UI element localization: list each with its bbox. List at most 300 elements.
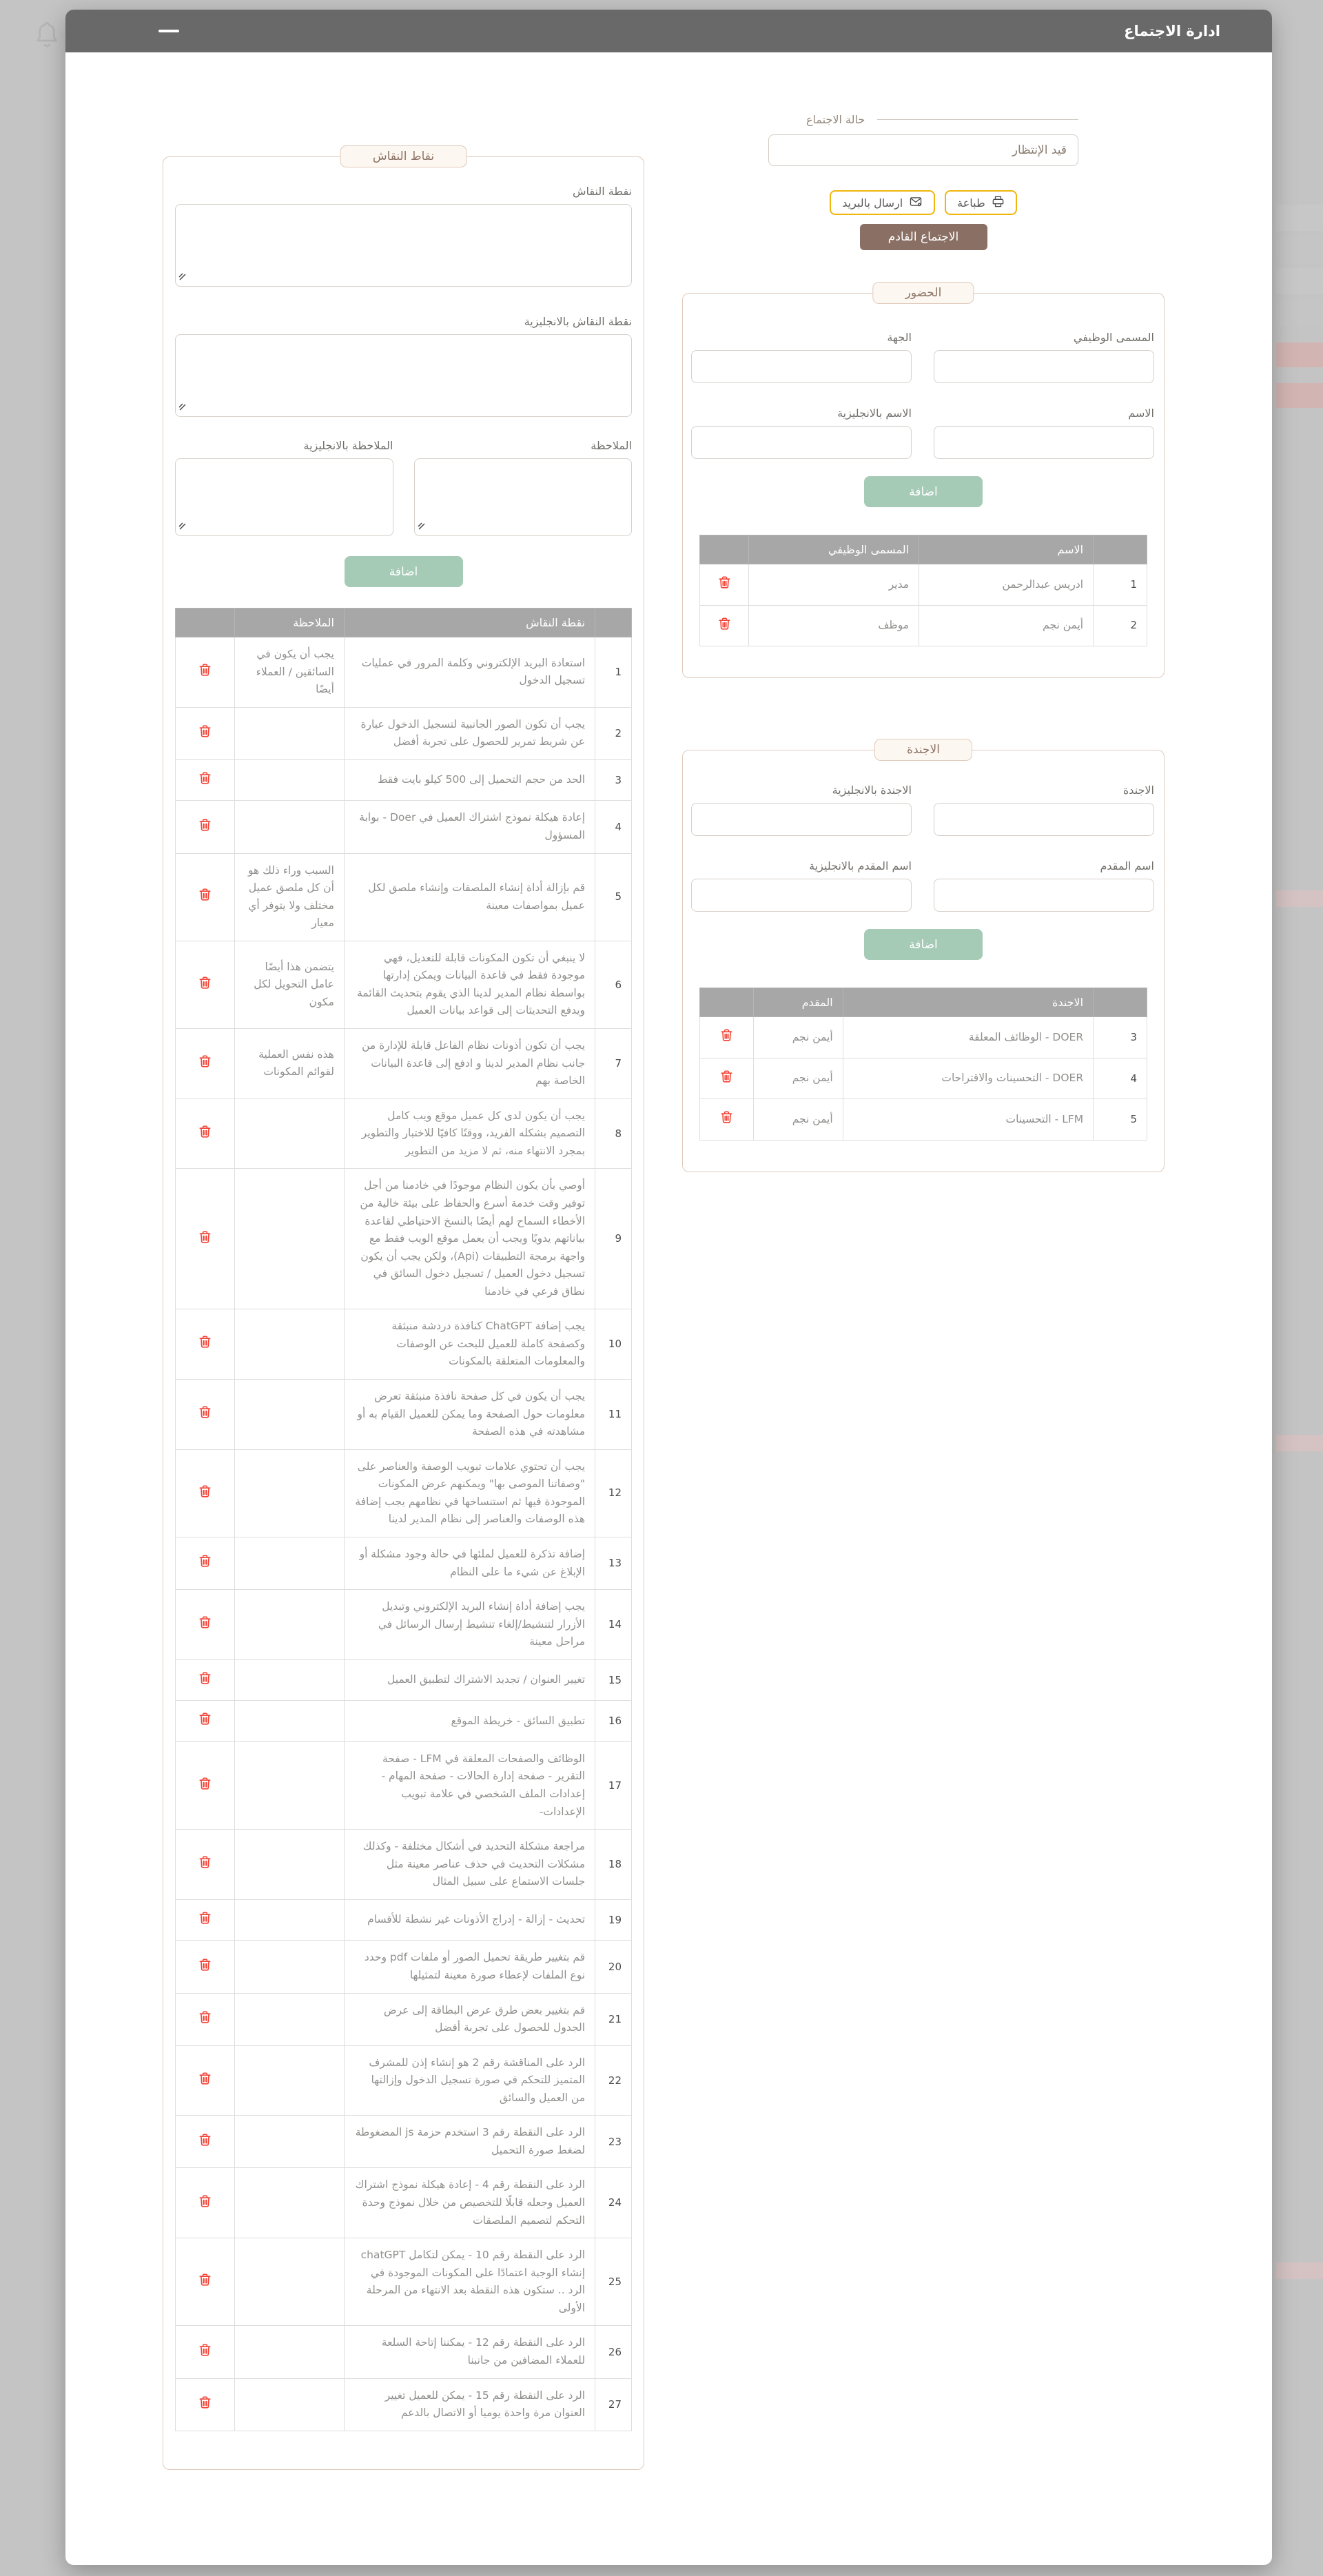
trash-icon bbox=[197, 1775, 213, 1792]
delete-row-button[interactable] bbox=[196, 1332, 214, 1351]
row-index-cell: 8 bbox=[595, 1098, 632, 1169]
delete-row-button[interactable] bbox=[196, 2130, 214, 2149]
background-row-remnant bbox=[1276, 236, 1323, 263]
delete-row-button[interactable] bbox=[196, 1402, 214, 1422]
entity-label: الجهة bbox=[887, 331, 912, 344]
delete-row-button[interactable] bbox=[196, 1955, 214, 1974]
discussion-table-header bbox=[176, 609, 632, 637]
row-note-cell: هذه نفس العملية لقوائم المكونات bbox=[235, 1029, 345, 1099]
row-point-cell: لا ينبغي أن تكون المكونات قابلة للتعديل، فهي موجودة فقط في قاعدة البيانات ويمكن إدارتها بواسطة نظام المدير لدينا الذي يقوم بتحديث القائمة ويدفع التحديثات إلى قواعد بيانات العميل bbox=[344, 941, 595, 1028]
row-presenter-cell: أيمن نجم bbox=[753, 1058, 843, 1099]
status-label: حالة الاجتماع bbox=[806, 113, 865, 126]
row-point-cell: قم بتغيير طريقة تحميل الصور أو ملفات pdf وحدد نوع الملفات لإعطاء صورة معينة لتمثيلها bbox=[344, 1941, 595, 1993]
row-note-cell bbox=[235, 2326, 345, 2378]
presenter-name-en-field bbox=[691, 859, 912, 912]
delete-row-button[interactable] bbox=[196, 885, 214, 904]
row-index-cell: 25 bbox=[595, 2238, 632, 2326]
agenda-input[interactable] bbox=[934, 803, 1154, 836]
trash-icon bbox=[197, 2132, 213, 2148]
background-row-remnant bbox=[1276, 205, 1323, 231]
attendance-section-title: الحضور bbox=[873, 282, 974, 304]
row-index-cell: 17 bbox=[595, 1741, 632, 1829]
row-index-cell: 23 bbox=[595, 2116, 632, 2168]
row-note-cell bbox=[235, 801, 345, 853]
row-index-cell: 18 bbox=[595, 1830, 632, 1900]
row-actions-cell bbox=[700, 1058, 754, 1099]
trash-icon bbox=[197, 886, 213, 903]
row-point-cell: استعادة البريد الإلكتروني وكلمة المرور في عمليات تسجيل الدخول bbox=[344, 637, 595, 708]
row-note-cell bbox=[235, 1380, 345, 1450]
attendance-section bbox=[682, 286, 1165, 678]
discussion-add-button[interactable]: اضافة bbox=[345, 556, 463, 587]
trash-icon bbox=[719, 1027, 735, 1043]
discussion-point-en-textarea[interactable] bbox=[175, 334, 632, 417]
table-row bbox=[176, 2326, 632, 2378]
row-actions-cell bbox=[176, 1659, 235, 1701]
row-index-cell: 12 bbox=[595, 1449, 632, 1537]
agenda-add-button[interactable]: اضافة bbox=[864, 929, 983, 960]
row-index-cell: 4 bbox=[595, 801, 632, 853]
table-row bbox=[176, 1941, 632, 1993]
table-row bbox=[176, 2378, 632, 2431]
row-actions-cell bbox=[176, 1830, 235, 1900]
table-row bbox=[700, 564, 1147, 606]
resize-grip-icon[interactable] bbox=[178, 520, 186, 533]
row-point-cell: قم بتغيير بعض طرق عرض البطاقة إلى عرض الجدول للحصول على تجربة أفضل bbox=[344, 1993, 595, 2045]
row-index-cell: 16 bbox=[595, 1701, 632, 1742]
delete-row-button[interactable] bbox=[196, 660, 214, 679]
trash-icon bbox=[197, 1553, 213, 1569]
meeting-status-input[interactable] bbox=[768, 134, 1078, 166]
discussion-point-field bbox=[175, 204, 632, 289]
trash-icon bbox=[197, 1053, 213, 1070]
delete-row-button[interactable] bbox=[717, 1025, 736, 1045]
row-point-cell: تطبيق السائق - خريطة الموقع bbox=[344, 1701, 595, 1742]
row-point-cell: أوصي بأن يكون النظام موجودًا في خادمنا من أجل توفير وقت خدمة أسرع والحفاظ على بيئة خالية من الأخطاء السماح لهم أيضًا بالنسخ الاحتياطي لقاعدة بياناتهم يدويًا ويجب أن يعمل موقع الويب فقط مع واجهة برمجة التطبيقات (Api)، ولكن يجب أن يكون تسجيل دخول العميل / تسجيل دخول السائق في نطاق فرعي في خادمنا bbox=[344, 1169, 595, 1309]
index-column-header bbox=[1094, 535, 1147, 564]
meeting-management-dialog bbox=[65, 10, 1272, 2565]
row-name-cell: ادريس عبدالرحمن bbox=[919, 564, 1094, 606]
delete-row-button[interactable] bbox=[715, 573, 734, 592]
row-note-cell bbox=[235, 1830, 345, 1900]
row-point-cell: تغيير العنوان / تجديد الاشتراك لتطبيق العميل bbox=[344, 1659, 595, 1701]
dialog-title: ادارة الاجتماع bbox=[1124, 23, 1220, 39]
agenda-en-input[interactable] bbox=[691, 803, 912, 836]
delete-row-button[interactable] bbox=[196, 1227, 214, 1247]
table-row bbox=[176, 1380, 632, 1450]
row-actions-cell bbox=[176, 1098, 235, 1169]
delete-row-button[interactable] bbox=[196, 1774, 214, 1793]
table-row bbox=[176, 759, 632, 801]
entity-field bbox=[691, 331, 912, 383]
row-actions-cell bbox=[176, 1941, 235, 1993]
row-actions-cell bbox=[176, 1380, 235, 1450]
table-row bbox=[176, 2116, 632, 2168]
row-actions-cell bbox=[176, 853, 235, 941]
send-email-button[interactable] bbox=[830, 190, 935, 215]
row-actions-cell bbox=[176, 941, 235, 1028]
row-agenda-cell: DOER - التحسينات والاقتراحات bbox=[843, 1058, 1093, 1099]
table-row bbox=[176, 801, 632, 853]
resize-grip-icon[interactable] bbox=[418, 520, 425, 533]
table-row bbox=[176, 1899, 632, 1941]
trash-icon bbox=[197, 1123, 213, 1140]
delete-row-button[interactable] bbox=[196, 1613, 214, 1632]
table-row bbox=[700, 1099, 1147, 1141]
attendee-name-field bbox=[934, 407, 1154, 459]
delete-row-button[interactable] bbox=[196, 1482, 214, 1501]
row-actions-cell bbox=[176, 1449, 235, 1537]
row-job-cell: موظف bbox=[749, 605, 919, 646]
table-row bbox=[176, 707, 632, 759]
row-index-cell: 13 bbox=[595, 1537, 632, 1589]
row-actions-cell bbox=[176, 2168, 235, 2238]
delete-row-button[interactable] bbox=[196, 1052, 214, 1071]
presenter-column-header: المقدم bbox=[753, 988, 843, 1017]
note-label: الملاحظة bbox=[591, 439, 632, 452]
agenda-form bbox=[683, 750, 1164, 912]
trash-icon bbox=[719, 1068, 735, 1085]
row-note-cell bbox=[235, 759, 345, 801]
delete-row-button[interactable] bbox=[196, 973, 214, 992]
minimize-button[interactable] bbox=[153, 24, 185, 38]
trash-icon bbox=[197, 1854, 213, 1870]
row-point-cell: يجب أن تكون الصور الجانبية لتسجيل الدخول عبارة عن شريط تمرير للحصول على تجربة أفضل bbox=[344, 707, 595, 759]
agenda-field bbox=[934, 784, 1154, 836]
discussion-section bbox=[163, 150, 644, 2470]
delete-row-button[interactable] bbox=[196, 2393, 214, 2412]
row-actions-cell bbox=[700, 1099, 754, 1141]
row-actions-cell bbox=[176, 1029, 235, 1099]
notification-bell-icon bbox=[33, 19, 61, 52]
row-index-cell: 7 bbox=[595, 1029, 632, 1099]
row-note-cell: السبب وراء ذلك هو أن كل ملصق عميل مختلف ولا يتوفر أي معيار bbox=[235, 853, 345, 941]
table-row bbox=[176, 1830, 632, 1900]
printer-icon bbox=[992, 195, 1005, 211]
agenda-en-field bbox=[691, 784, 912, 836]
status-divider bbox=[768, 113, 1078, 126]
note-column-header: الملاحظة bbox=[235, 609, 345, 637]
table-row bbox=[176, 1309, 632, 1380]
row-point-cell: الرد على النقطة رقم 4 - إعادة هيكلة نموذج اشتراك العميل وجعله قابلًا للتخصيص من خلال نموذج وحدة التحكم لتصميم الملصقات bbox=[344, 2168, 595, 2238]
row-note-cell bbox=[235, 1659, 345, 1701]
delete-row-button[interactable] bbox=[196, 815, 214, 835]
trash-icon bbox=[719, 1109, 735, 1125]
table-row bbox=[700, 605, 1147, 646]
row-index-cell: 2 bbox=[595, 707, 632, 759]
row-actions-cell bbox=[176, 2238, 235, 2326]
background-row-remnant bbox=[1276, 2262, 1323, 2279]
table-row bbox=[176, 2045, 632, 2116]
row-actions-cell bbox=[176, 2045, 235, 2116]
table-row bbox=[176, 941, 632, 1028]
presenter-name-en-input[interactable] bbox=[691, 879, 912, 912]
actions-column-header bbox=[700, 535, 749, 564]
trash-icon bbox=[197, 2193, 213, 2209]
row-presenter-cell: أيمن نجم bbox=[753, 1017, 843, 1059]
row-note-cell bbox=[235, 2238, 345, 2326]
background-row-remnant bbox=[1276, 890, 1323, 907]
delete-row-button[interactable] bbox=[196, 722, 214, 741]
index-column-header bbox=[595, 609, 632, 637]
row-note-cell bbox=[235, 2168, 345, 2238]
row-actions-cell bbox=[176, 1899, 235, 1941]
delete-row-button[interactable] bbox=[715, 614, 734, 633]
table-row bbox=[176, 1993, 632, 2045]
delete-row-button[interactable] bbox=[196, 768, 214, 788]
row-actions-cell bbox=[176, 801, 235, 853]
print-label: طباعة bbox=[957, 196, 985, 209]
row-point-cell: يجب أن يكون في كل صفحة نافذة منبثقة تعرض معلومات حول الصفحة وما يمكن للعميل القيام به أو مشاهدته في هذه الصفحة bbox=[344, 1380, 595, 1450]
row-actions-cell bbox=[176, 707, 235, 759]
trash-icon bbox=[197, 1910, 213, 1926]
row-actions-cell bbox=[176, 1701, 235, 1742]
divider-line bbox=[877, 119, 1078, 120]
discussion-table bbox=[175, 608, 632, 2431]
row-note-cell bbox=[235, 2045, 345, 2116]
row-index-cell: 5 bbox=[1094, 1099, 1147, 1141]
discussion-point-en-label: نقطة النقاش بالانجليزية bbox=[524, 315, 632, 328]
row-note-cell bbox=[235, 1741, 345, 1829]
attendance-form bbox=[683, 294, 1164, 459]
trash-icon bbox=[197, 723, 213, 739]
job-title-field bbox=[934, 331, 1154, 383]
row-index-cell: 6 bbox=[595, 941, 632, 1028]
table-row bbox=[176, 853, 632, 941]
row-point-cell: يجب أن يكون لدى كل عميل موقع ويب كامل التصميم بشكله الفريد، ووقتًا كافيًا للاختبار والتطوير بمجرد الانتهاء منه، ثم لا مزيد من التطوير bbox=[344, 1098, 595, 1169]
meeting-status-block bbox=[768, 113, 1078, 250]
row-index-cell: 21 bbox=[595, 1993, 632, 2045]
row-index-cell: 26 bbox=[595, 2326, 632, 2378]
trash-icon bbox=[197, 1710, 213, 1727]
resize-grip-icon[interactable] bbox=[178, 270, 186, 283]
row-actions-cell bbox=[176, 637, 235, 708]
agenda-section-title: الاجندة bbox=[874, 739, 972, 761]
trash-icon bbox=[197, 1333, 213, 1350]
background-row-remnant bbox=[1276, 1435, 1323, 1451]
row-index-cell: 2 bbox=[1094, 605, 1147, 646]
delete-row-button[interactable] bbox=[196, 1852, 214, 1872]
trash-icon bbox=[197, 1670, 213, 1686]
actions-column-header bbox=[176, 609, 235, 637]
row-index-cell: 9 bbox=[595, 1169, 632, 1309]
row-point-cell: الوظائف والصفحات المعلقة في LFM - صفحة التقرير - صفحة إدارة الحالات - صفحة المهام - إعدادات الملف الشخصي في علامة تبويب الإعدادات- bbox=[344, 1741, 595, 1829]
attendance-table bbox=[699, 535, 1147, 646]
row-index-cell: 3 bbox=[595, 759, 632, 801]
delete-row-button[interactable] bbox=[196, 1709, 214, 1728]
row-point-cell: الرد على المناقشة رقم 2 هو إنشاء إذن للمشرف المتميز للتحكم في صورة تسجيل الدخول وإزالتها من العميل والسائق bbox=[344, 2045, 595, 2116]
trash-icon bbox=[197, 1614, 213, 1631]
background-row-remnant bbox=[1276, 300, 1323, 326]
row-note-cell bbox=[235, 1098, 345, 1169]
row-index-cell: 5 bbox=[595, 853, 632, 941]
row-index-cell: 15 bbox=[595, 1659, 632, 1701]
row-actions-cell bbox=[176, 1537, 235, 1589]
attendance-add-button[interactable]: اضافة bbox=[864, 476, 983, 507]
trash-icon bbox=[197, 2070, 213, 2087]
note-en-textarea[interactable] bbox=[175, 458, 393, 536]
row-note-cell bbox=[235, 1590, 345, 1660]
row-point-cell: الحد من حجم التحميل إلى 500 كيلو بايت فقط bbox=[344, 759, 595, 801]
row-point-cell: يجب إضافة أداة إنشاء البريد الإلكتروني وتبديل الأزرار لتنشيط/إلغاء تنشيط إرسال الرسائل في مراحل معينة bbox=[344, 1590, 595, 1660]
trash-icon bbox=[197, 974, 213, 991]
entity-input[interactable] bbox=[691, 350, 912, 383]
resize-grip-icon[interactable] bbox=[178, 400, 186, 413]
delete-row-button[interactable] bbox=[196, 2069, 214, 2088]
right-column bbox=[682, 52, 1165, 2470]
row-actions-cell bbox=[176, 2116, 235, 2168]
delete-row-button[interactable] bbox=[196, 2007, 214, 2027]
agenda-table bbox=[699, 988, 1147, 1141]
delete-row-button[interactable] bbox=[717, 1067, 736, 1086]
trash-icon bbox=[717, 574, 732, 591]
trash-icon bbox=[197, 1229, 213, 1245]
row-point-cell: الرد على النقطة رقم 10 - يمكن لتكامل chatGPT إنشاء الوجبة اعتمادًا على المكونات الموجودة في الرد .. ستكون هذه النقطة بعد الانتهاء من المرحلة الأولى bbox=[344, 2238, 595, 2326]
row-actions-cell bbox=[176, 1309, 235, 1380]
row-job-cell: مدير bbox=[749, 564, 919, 606]
row-point-cell: تحديث - إزالة - إدراج الأذونات غير نشطة للأقسام bbox=[344, 1899, 595, 1941]
row-note-cell bbox=[235, 1899, 345, 1941]
job-column-header: المسمى الوظيفي bbox=[749, 535, 919, 564]
trash-icon bbox=[197, 2009, 213, 2025]
table-row bbox=[176, 1449, 632, 1537]
index-column-header bbox=[1094, 988, 1147, 1017]
row-index-cell: 20 bbox=[595, 1941, 632, 1993]
row-index-cell: 24 bbox=[595, 2168, 632, 2238]
trash-icon bbox=[197, 2271, 213, 2288]
delete-row-button[interactable] bbox=[717, 1107, 736, 1127]
row-note-cell bbox=[235, 2378, 345, 2431]
left-column bbox=[163, 52, 644, 2470]
delete-row-button[interactable] bbox=[196, 1668, 214, 1688]
agenda-label: الاجندة bbox=[1122, 784, 1154, 797]
row-actions-cell bbox=[176, 759, 235, 801]
row-agenda-cell: DOER - الوظائف المعلقة bbox=[843, 1017, 1093, 1059]
row-index-cell: 1 bbox=[595, 637, 632, 708]
row-point-cell: مراجعة مشكلة التحديد في أشكال مختلفة - وكذلك مشكلات التحديث في حذف عناصر معينة مثل جلسات الاستماع على سبيل المثال bbox=[344, 1830, 595, 1900]
table-row bbox=[176, 2238, 632, 2326]
row-note-cell bbox=[235, 2116, 345, 2168]
row-actions-cell bbox=[700, 564, 749, 606]
row-note-cell bbox=[235, 1449, 345, 1537]
agenda-column-header: الاجندة bbox=[843, 988, 1093, 1017]
send-email-label: ارسال بالبريد bbox=[842, 196, 903, 209]
row-point-cell: يجب أن تكون أذونات نظام الفاعل قابلة للإدارة من جانب نظام المدير لدينا و ادفع إلى قاعدة البيانات الخاصة بهم bbox=[344, 1029, 595, 1099]
row-index-cell: 14 bbox=[595, 1590, 632, 1660]
row-agenda-cell: LFM - التحسينات bbox=[843, 1099, 1093, 1141]
delete-row-button[interactable] bbox=[196, 2191, 214, 2211]
document-actions bbox=[768, 190, 1078, 215]
presenter-name-en-label: اسم المقدم بالانجليزية bbox=[809, 859, 912, 873]
row-presenter-cell: أيمن نجم bbox=[753, 1099, 843, 1141]
row-note-cell bbox=[235, 1537, 345, 1589]
row-note-cell: يتضمن هذا أيضًا عامل التحويل لكل مكون bbox=[235, 941, 345, 1028]
row-name-cell: أيمن نجم bbox=[919, 605, 1094, 646]
attendee-name-input[interactable] bbox=[934, 426, 1154, 459]
actions-column-header bbox=[700, 988, 754, 1017]
row-actions-cell bbox=[176, 1590, 235, 1660]
minimize-icon bbox=[158, 30, 179, 32]
trash-icon bbox=[197, 662, 213, 678]
discussion-section-title: نقاط النقاش bbox=[340, 145, 466, 167]
row-index-cell: 10 bbox=[595, 1309, 632, 1380]
note-textarea[interactable] bbox=[414, 458, 633, 536]
table-row bbox=[176, 2168, 632, 2238]
row-actions-cell bbox=[176, 1993, 235, 2045]
row-index-cell: 22 bbox=[595, 2045, 632, 2116]
job-title-input[interactable] bbox=[934, 350, 1154, 383]
row-actions-cell bbox=[700, 605, 749, 646]
point-column-header: نقطة النقاش bbox=[344, 609, 595, 637]
next-meeting-button[interactable]: الاجتماع القادم bbox=[860, 224, 987, 250]
row-actions-cell bbox=[176, 1169, 235, 1309]
row-actions-cell bbox=[700, 1017, 754, 1059]
discussion-point-en-field bbox=[175, 334, 632, 420]
row-point-cell: الرد على النقطة رقم 15 - يمكن للعميل تغيير العنوان مرة واحدة يوميا أو الاتصال بالدعم bbox=[344, 2378, 595, 2431]
table-row bbox=[176, 1659, 632, 1701]
table-row bbox=[176, 1590, 632, 1660]
trash-icon bbox=[197, 1483, 213, 1500]
attendee-name-label: الاسم bbox=[1128, 407, 1154, 420]
trash-icon bbox=[197, 770, 213, 786]
note-field bbox=[414, 439, 633, 539]
presenter-name-input[interactable] bbox=[934, 879, 1154, 912]
note-en-label: الملاحظة بالانجليزية bbox=[303, 439, 393, 452]
row-point-cell: إضافة تذكرة للعميل لملئها في حالة وجود مشكلة أو الإبلاغ عن شيء ما على النظام bbox=[344, 1537, 595, 1589]
background-row-remnant bbox=[1276, 383, 1323, 408]
job-title-label: المسمى الوظيفي bbox=[1073, 331, 1154, 344]
table-row bbox=[176, 1169, 632, 1309]
row-note-cell: يجب أن يكون في السائقين / العملاء أيضًا bbox=[235, 637, 345, 708]
trash-icon bbox=[197, 2342, 213, 2358]
table-row bbox=[176, 1537, 632, 1589]
row-point-cell: الرد على النقطة رقم 12 - يمكننا إتاحة السلعة للعملاء المضافين من جانبنا bbox=[344, 2326, 595, 2378]
row-index-cell: 11 bbox=[595, 1380, 632, 1450]
trash-icon bbox=[197, 1956, 213, 1973]
notes-row bbox=[175, 439, 632, 539]
row-index-cell: 27 bbox=[595, 2378, 632, 2431]
row-point-cell: يجب أن تحتوي علامات تبويب الوصفة والعناصر على "وصفاتنا الموصى بها" ويمكنهم عرض المكونات الموجودة فيها ثم استنساخها في نظامهم يجب إضافة هذه الوصفات والعناصر إلى نظام المدير لدينا bbox=[344, 1449, 595, 1537]
row-actions-cell bbox=[176, 2378, 235, 2431]
table-row bbox=[176, 1098, 632, 1169]
agenda-en-label: الاجندة بالانجليزية bbox=[832, 784, 912, 797]
row-index-cell: 3 bbox=[1094, 1017, 1147, 1059]
row-note-cell bbox=[235, 1169, 345, 1309]
table-row bbox=[176, 1701, 632, 1742]
row-note-cell bbox=[235, 707, 345, 759]
trash-icon bbox=[717, 615, 732, 632]
attendance-table-header bbox=[700, 535, 1147, 564]
table-row bbox=[700, 1017, 1147, 1059]
row-note-cell bbox=[235, 1941, 345, 1993]
attendee-name-en-input[interactable] bbox=[691, 426, 912, 459]
print-button[interactable] bbox=[945, 190, 1017, 215]
attendee-name-en-label: الاسم بالانجليزية bbox=[837, 407, 912, 420]
row-note-cell bbox=[235, 1309, 345, 1380]
delete-row-button[interactable] bbox=[196, 2270, 214, 2289]
trash-icon bbox=[197, 1404, 213, 1420]
delete-row-button[interactable] bbox=[196, 1908, 214, 1928]
delete-row-button[interactable] bbox=[196, 1551, 214, 1571]
table-row bbox=[176, 637, 632, 708]
trash-icon bbox=[197, 817, 213, 833]
dialog-header bbox=[65, 10, 1272, 52]
row-actions-cell bbox=[176, 2326, 235, 2378]
row-note-cell bbox=[235, 1993, 345, 2045]
delete-row-button[interactable] bbox=[196, 2340, 214, 2360]
delete-row-button[interactable] bbox=[196, 1122, 214, 1141]
discussion-point-textarea[interactable] bbox=[175, 204, 632, 287]
